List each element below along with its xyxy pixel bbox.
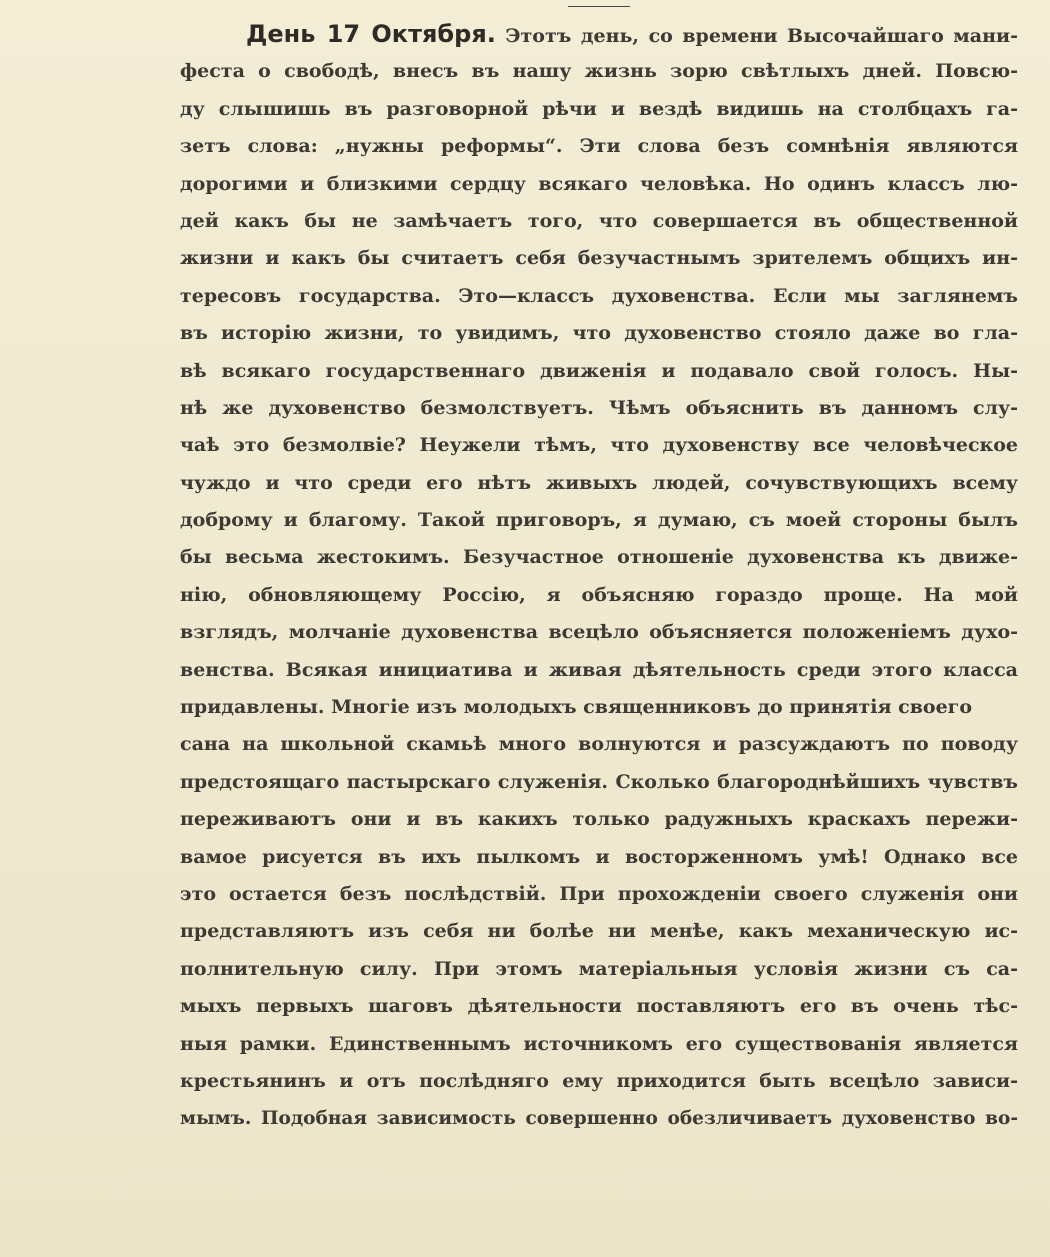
text-line-20: сана на школьной скамьѣ много волнуются и разсуждаютъ по поводу: [180, 733, 1018, 756]
text-line-27: мыхъ первыхъ шаговъ дѣятельности поставляютъ его въ очень тѣс-: [180, 995, 1018, 1018]
text-line-1-rest: Этотъ день, со времени Высочайшаго мани-: [505, 25, 1018, 47]
text-block: [180, 16, 1018, 1138]
text-line-3: ду слышишь въ разговорной рѣчи и вездѣ видишь на столбцахъ га-: [180, 97, 1018, 120]
text-line-15: бы весьма жестокимъ. Безучастное отношеніе духовенства къ движе-: [180, 546, 1018, 569]
text-line-28: ныя рамки. Единственнымъ источникомъ его существованія является: [180, 1032, 1018, 1055]
text-line-9: въ исторію жизни, то увидимъ, что духовенство стояло даже во гла-: [180, 322, 1018, 345]
text-line-30: мымъ. Подобная зависимость совершенно обезличиваетъ духовенство во-: [180, 1108, 1018, 1130]
text-line-22: переживаютъ они и въ какихъ только радужныхъ краскахъ пережи-: [180, 808, 1018, 831]
text-line-2: феста о свободѣ, внесъ въ нашу жизнь зорю свѣтлыхъ дней. Повсю-: [180, 60, 1018, 83]
text-line-26: полнительную силу. При этомъ матеріальныя условія жизни съ са-: [180, 957, 1018, 980]
text-line-4: зетъ слова: „нужны реформы“. Эти слова безъ сомнѣнія являются: [180, 135, 1018, 158]
lead-heading: День 17 Октября.: [246, 20, 496, 48]
text-line-5: дорогими и близкими сердцу всякаго человѣка. Но одинъ классъ лю-: [180, 172, 1018, 195]
text-line-7: жизни и какъ бы считаетъ себя безучастнымъ зрителемъ общихъ ин-: [180, 247, 1018, 270]
text-line-29: крестьянинъ и отъ послѣдняго ему приходится быть всецѣло завиcи-: [180, 1069, 1018, 1092]
text-line-10: вѣ всякаго государственнаго движенія и подавало свой голосъ. Ны-: [180, 359, 1018, 382]
text-line-1: [180, 16, 1018, 53]
text-line-14: доброму и благому. Такой приговоръ, я думаю, съ моей стороны былъ: [180, 509, 1018, 532]
text-line-19: придавлены. Многіе изъ молодыхъ священниковъ до принятія своего: [180, 696, 972, 719]
text-line-24: это остается безъ послѣдствій. При прохожденіи своего служенія они: [180, 882, 1018, 905]
text-line-25: представляютъ изъ себя ни болѣе ни менѣе, какъ механическую ис-: [180, 920, 1018, 943]
text-line-11: нѣ же духовенство безмолствуетъ. Чѣмъ объяснить въ данномъ слу-: [180, 396, 1018, 419]
text-line-17: взглядъ, молчаніе духовенства всецѣло объясняется положеніемъ духо-: [180, 621, 1018, 644]
text-line-8: тересовъ государства. Это—классъ духовенства. Если мы заглянемъ: [180, 284, 1018, 307]
text-line-21: предстоящаго пастырскаго служенія. Сколько благороднѣйшихъ чувствъ: [180, 770, 1018, 793]
text-line-12: чаѣ это безмолвіе? Неужели тѣмъ, что духовенству все человѣческое: [180, 434, 1018, 457]
text-line-16: нію, обновляющему Россію, я объясняю гораздо проще. На мой: [180, 583, 1018, 606]
text-line-18: венства. Всякая инициатива и живая дѣятельность среди этого класса: [180, 658, 1018, 681]
text-line-6: дей какъ бы не замѣчаетъ того, что совершается въ общественной: [180, 209, 1018, 232]
text-line-13: чуждо и что среди его нѣтъ живыхъ людей, сочувствующихъ всему: [180, 471, 1018, 494]
text-line-23: вамое рисуется въ ихъ пылкомъ и восторженномъ умѣ! Однако все: [180, 845, 1018, 868]
top-rule: [568, 0, 630, 7]
